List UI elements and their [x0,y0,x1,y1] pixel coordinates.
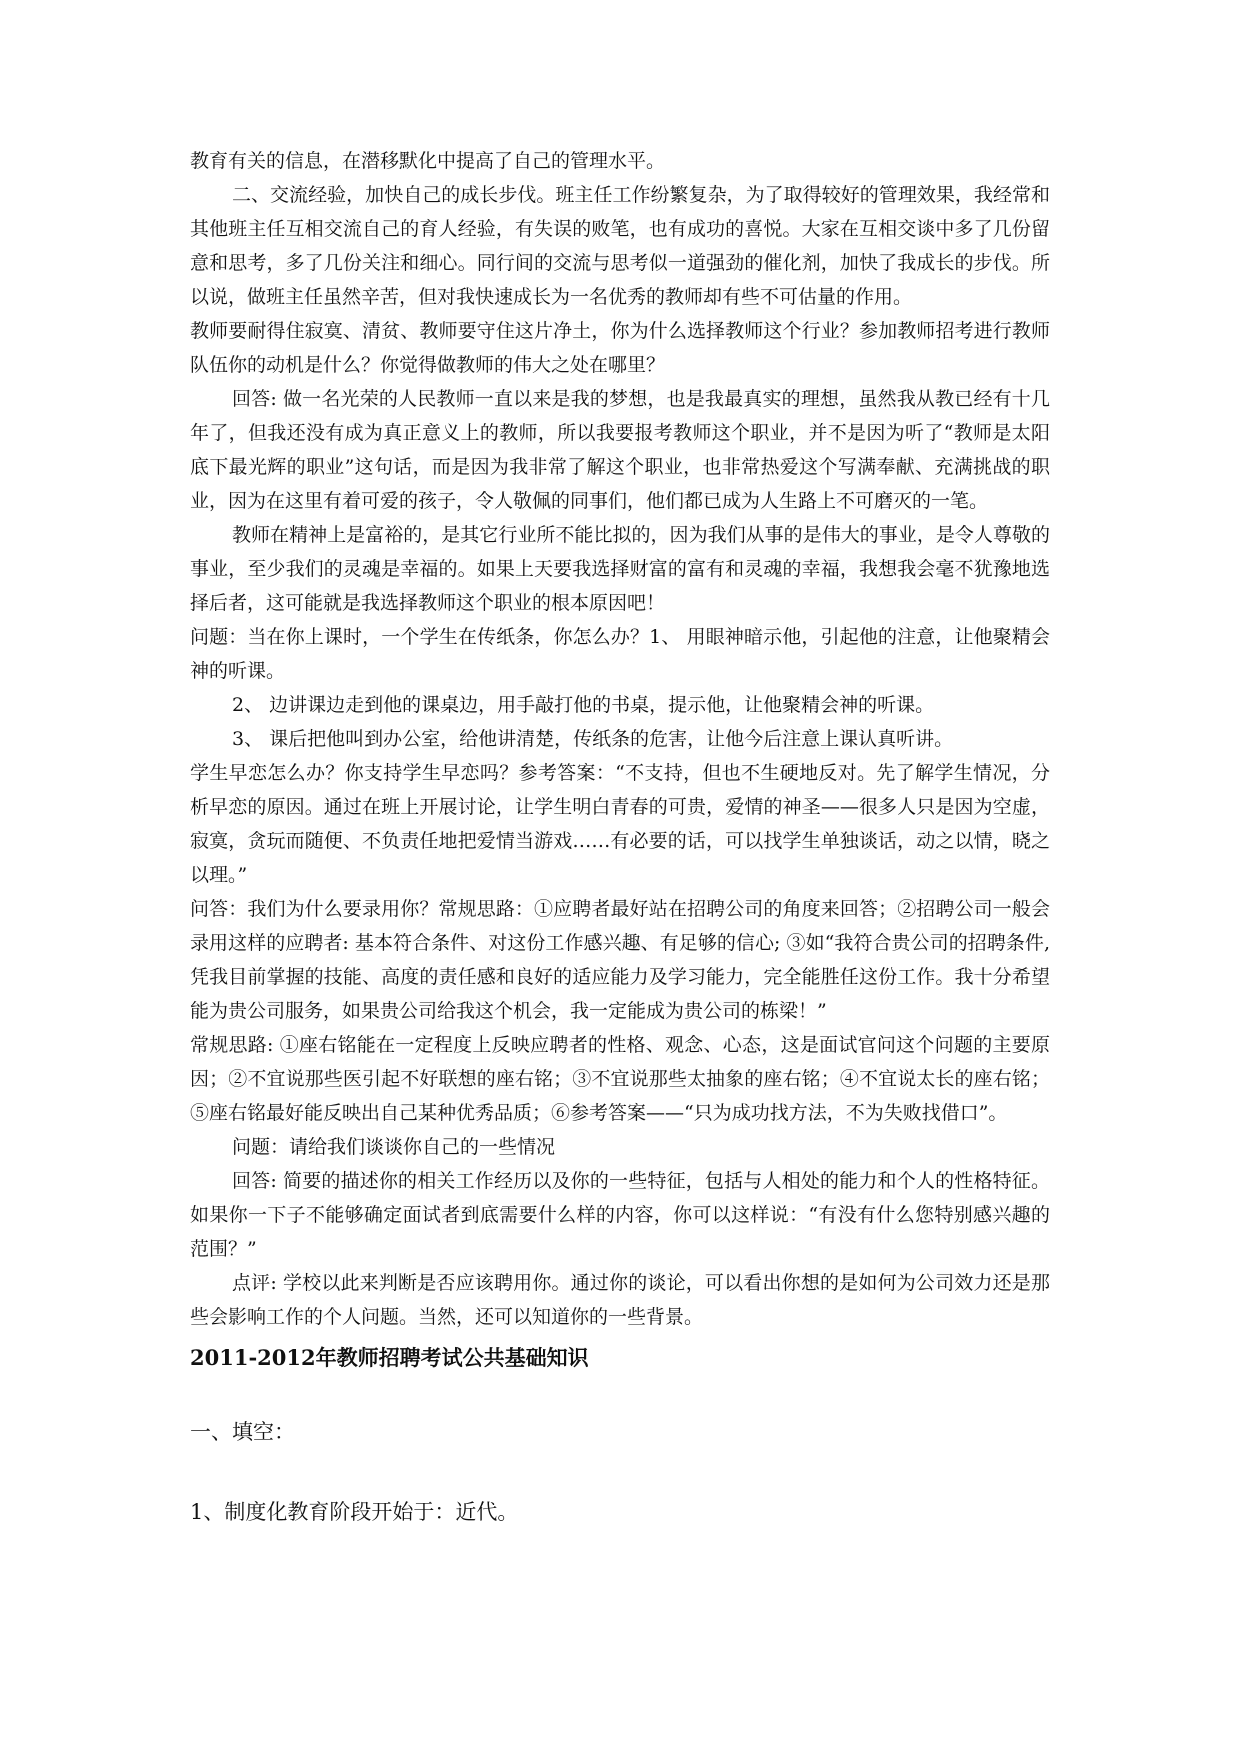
paragraph: 教师在精神上是富裕的，是其它行业所不能比拟的，因为我们从事的是伟大的事业，是令人尊敬的事业，至少我们的灵魂是幸福的。如果上天要我选择财富的富有和灵魂的幸福，我想我会毫不犹豫地选择后者，这可能就是我选择教师这个职业的根本原因吧！ [190,524,1050,614]
paragraph: 点评: 学校以此来判断是否应该聘用你。通过你的谈论，可以看出你想的是如何为公司效力还是那些会影响工作的个人问题。当然，还可以知道你的一些背景。 [190,1272,1050,1328]
section-heading: 2011-2012年教师招聘考试公共基础知识 [190,1345,589,1370]
paragraph: 问题：当在你上课时，一个学生在传纸条，你怎么办？1、 用眼神暗示他，引起他的注意，让他聚精会神的听课。 [190,626,1050,682]
section-label: 一、填空： [190,1420,295,1444]
paragraph: 二、交流经验，加快自己的成长步伐。班主任工作纷繁复杂，为了取得较好的管理效果，我经常和其他班主任互相交流自己的育人经验，有失误的败笔，也有成功的喜悦。大家在互相交谈中多了几份留意和思考，多了几份关注和细心。同行间的交流与思考似一道强劲的催化剂，加快了我成长的步伐。所以说，做班主任虽然辛苦，但对我快速成长为一名优秀的教师却有些不可估量的作用。 [190,184,1050,308]
paragraph: 学生早恋怎么办？你支持学生早恋吗？参考答案：“不支持，但也不生硬地反对。先了解学生情况，分析早恋的原因。通过在班上开展讨论，让学生明白青春的可贵，爱情的神圣——很多人只是因为空虚，寂寞，贪玩而随便、不负责任地把爱情当游戏……有必要的话，可以找学生单独谈话，动之以情，晓之以理。” [190,762,1050,886]
paragraph: 2、 边讲课边走到他的课桌边，用手敲打他的书桌，提示他，让他聚精会神的听课。 [232,694,935,716]
paragraph: 问答：我们为什么要录用你？常规思路：①应聘者最好站在招聘公司的角度来回答；②招聘公司一般会录用这样的应聘者: 基本符合条件、对这份工作感兴趣、有足够的信心; ③如“我符合贵公司的招聘条件,凭我目前掌握的技能、高度的责任感和良好的适应能力及学习能力，完全能胜任这份工作。我十分希望能为贵公司服务，如果贵公司给我这个机会，我一定能成为贵公司的栋梁！” [190,898,1050,1022]
paragraph: 教师要耐得住寂寞、清贫、教师要守住这片净土，你为什么选择教师这个行业？参加教师招考进行教师队伍你的动机是什么？你觉得做教师的伟大之处在哪里？ [190,320,1050,376]
paragraph: 问题：请给我们谈谈你自己的一些情况 [232,1136,556,1158]
paragraph: 回答: 简要的描述你的相关工作经历以及你的一些特征，包括与人相处的能力和个人的性格特征。如果你一下子不能够确定面试者到底需要什么样的内容，你可以这样说：“有没有什么您特别感兴趣的范围？” [190,1170,1050,1260]
paragraph: 常规思路: ①座右铭能在一定程度上反映应聘者的性格、观念、心态，这是面试官问这个问题的主要原因；②不宜说那些医引起不好联想的座右铭；③不宜说那些太抽象的座右铭；④不宜说太长的座右铭；⑤座右铭最好能反映出自己某种优秀品质；⑥参考答案——“只为成功找方法，不为失败找借口”。 [190,1034,1050,1124]
list-item: 1、制度化教育阶段开始于：近代。 [190,1500,519,1524]
paragraph: 教育有关的信息，在潜移默化中提高了自己的管理水平。 [190,150,666,172]
document-page [190,144,1050,1530]
paragraph: 3、 课后把他叫到办公室，给他讲清楚，传纸条的危害，让他今后注意上课认真听讲。 [232,728,954,750]
paragraph: 回答: 做一名光荣的人民教师一直以来是我的梦想，也是我最真实的理想，虽然我从教已经有十几年了，但我还没有成为真正意义上的教师，所以我要报考教师这个职业，并不是因为听了“教师是太阳底下最光辉的职业”这句话，而是因为我非常了解这个职业，也非常热爱这个写满奉献、充满挑战的职业，因为在这里有着可爱的孩子，令人敬佩的同事们，他们都已成为人生路上不可磨灭的一笔。 [190,388,1050,512]
